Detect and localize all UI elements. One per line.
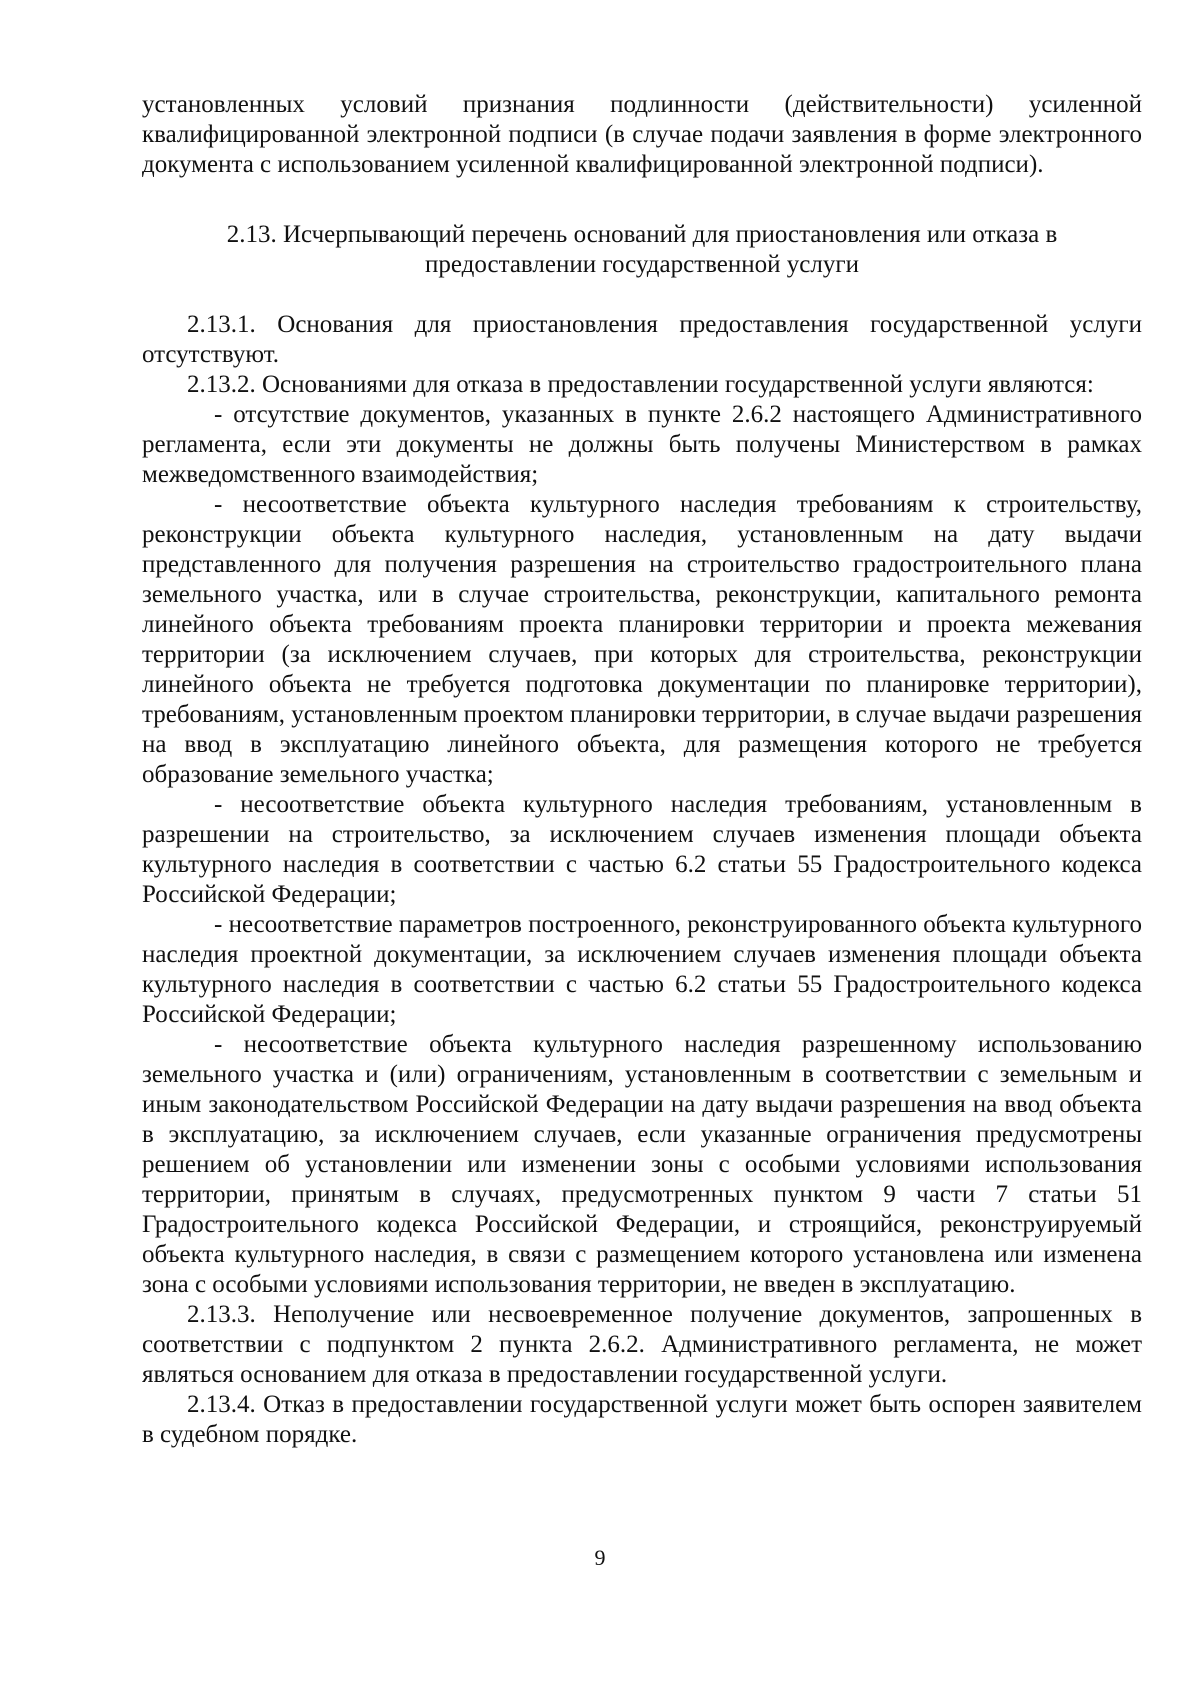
paragraph-2-13-1: 2.13.1. Основания для приостановления предоставления государственной услуги отсутствуют. xyxy=(142,311,1142,368)
paragraph-2-13-4: 2.13.4. Отказ в предоставлении государственной услуги может быть оспорен заявителем в судебном порядке. xyxy=(142,1391,1142,1448)
page-number: 9 xyxy=(594,1545,606,1570)
paragraph-2-13-3: 2.13.3. Неполучение или несвоевременное получение документов, запрошенных в соответствии с подпунктом 2 пункта 2.6.2. Административного регламента, не может являться основанием для отказа в предоставлении государственной услуги. xyxy=(142,1301,1142,1388)
list-item-project-documentation: - несоответствие параметров построенного, реконструированного объекта культурного наследия проектной документации, за исключением случаев изменения площади объекта культурного наследия в соответствии с частью 6.2 статьи 55 Градостроительного кодекса Российской Федерации; xyxy=(142,911,1142,1028)
paragraph-2-13-2: 2.13.2. Основаниями для отказа в предоставлении государственной услуги являются: xyxy=(187,371,1094,398)
list-item-permit-requirements: - несоответствие объекта культурного наследия требованиям, установленным в разрешении на строительство, за исключением случаев изменения площади объекта культурного наследия в соответствии с частью 6.2 статьи 55 Градостроительного кодекса Российской Федерации; xyxy=(142,791,1142,908)
section-heading-text: 2.13. Исчерпывающий перечень оснований для приостановления или отказа в предоставлении государственной услуги xyxy=(226,221,1058,278)
paragraph-continuation: установленных условий признания подлинности (действительности) усиленной квалифицированной электронной подписи (в случае подачи заявления в форме электронного документа с использованием усиленной квалифицированной электронной подписи). xyxy=(142,91,1142,178)
list-item-construction-requirements: - несоответствие объекта культурного наследия требованиям к строительству, реконструкции объекта культурного наследия, установленным на дату выдачи представленного для получения разрешения на строительство градостроительного плана земельного участка, или в случае строительства, реконструкции, капитального ремонта линейного объекта требованиям проекта планировки территории и проекта межевания территории (за исключением случаев, при которых для строительства, реконструкции линейного объекта не требуется подготовка документации по планировке территории), требованиям, установленным проектом планировки территории, в случае выдачи разрешения на ввод в эксплуатацию линейного объекта, для размещения которого не требуется образование земельного участка; xyxy=(142,491,1142,788)
list-item-missing-documents: - отсутствие документов, указанных в пункте 2.6.2 настоящего Административного регламента, если эти документы не должны быть получены Министерством в рамках межведомственного взаимодействия; xyxy=(142,401,1142,488)
section-heading xyxy=(142,220,1142,280)
document-page xyxy=(142,90,1142,1450)
list-item-land-use: - несоответствие объекта культурного наследия разрешенному использованию земельного участка и (или) ограничениям, установленным в соответствии с земельным и иным законодательством Российской Федерации на дату выдачи разрешения на ввод объекта в эксплуатацию, за исключением случаев, если указанные ограничения предусмотрены решением об установлении или изменении зоны с особыми условиями использования территории, принятым в случаях, предусмотренных пунктом 9 части 7 статьи 51 Градостроительного кодекса Российской Федерации, и строящийся, реконструируемый объекта культурного наследия, в связи с размещением которого установлена или изменена зона с особыми условиями использования территории, не введен в эксплуатацию. xyxy=(142,1031,1142,1298)
